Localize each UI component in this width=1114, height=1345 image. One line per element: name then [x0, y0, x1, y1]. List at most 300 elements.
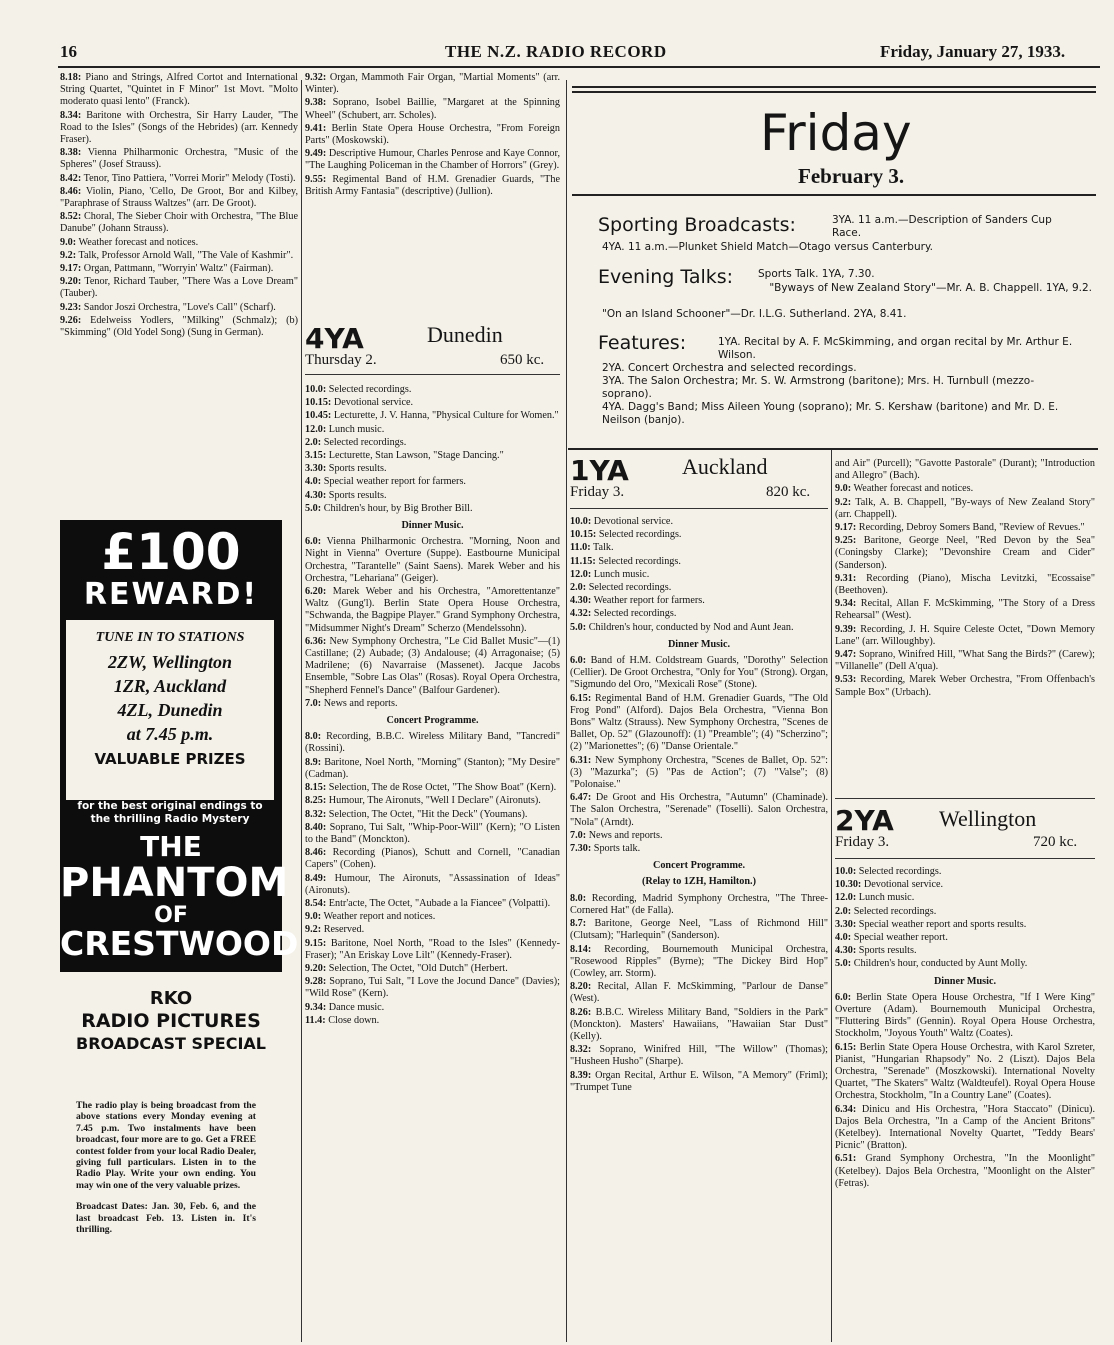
station-freq: 650 kc.	[500, 352, 545, 368]
schedule-entry	[835, 958, 1095, 970]
day-title: Friday	[760, 104, 912, 162]
entry-text: Close down.	[325, 1014, 380, 1026]
entry-text: Weather forecast and notices.	[76, 236, 199, 248]
rko-broadcast-special: BROADCAST SPECIAL	[76, 1034, 266, 1053]
ad-body	[76, 1100, 256, 1235]
entry-text: Humour, The Aironuts, "Well I Declare" (Aironuts).	[326, 795, 541, 807]
entry-text: Berlin State Opera House Orchestra, "If I Were King" Overture (Adam). Bournemouth Municipal Orchestra, "Fluttering Birds" (Gennin). Royal Opera House Orchestra, Stockholm, "Joyous Youth" Waltz (Coates).	[835, 991, 1095, 1040]
schedule-entry	[570, 1044, 828, 1068]
box-rule	[572, 194, 1096, 196]
schedule-entry	[835, 932, 1095, 944]
entry-time: 5.0:	[570, 621, 587, 633]
schedule-entry	[305, 586, 560, 635]
column-2-bottom	[305, 384, 560, 1028]
entry-time: 11.0:	[570, 542, 591, 554]
column-divider	[566, 80, 567, 1342]
entry-time: 8.39:	[570, 1069, 592, 1081]
schedule-entry	[305, 822, 560, 846]
publication-title: THE N.Z. RADIO RECORD	[445, 42, 667, 61]
column-1	[60, 72, 298, 340]
entry-time: 3.30:	[835, 918, 857, 930]
entry-time: 8.40:	[305, 821, 327, 833]
entry-text: Berlin State Opera House Orchestra, with Karol Szreter, Pianist, "Hungarian Rhapsody" No. 2 (Liszt). Dajos Bela Orchestra, "Serenade" (Moszkowski). International Novelty Quartet, "The Skaters" Waltz (Waldteufel). Royal Opera House Orchestra, Stockholm, "In a Country Lane" (Coates).	[835, 1041, 1095, 1102]
entry-text: Recording, Bournemouth Municipal Orchestra, "Rosewood Ripples" (Byrne); "The Dickey Bird Hop" (Cowley, arr. Storm).	[570, 943, 828, 979]
schedule-entry	[835, 945, 1095, 957]
schedule-entry	[570, 529, 828, 541]
schedule-entry	[60, 237, 298, 249]
station-call: 4YA	[305, 322, 364, 355]
station-call: 2YA	[835, 804, 894, 837]
schedule-entry	[835, 879, 1095, 891]
entry-time: 8.0:	[305, 731, 322, 743]
entry-time: 9.20:	[60, 276, 82, 288]
schedule-block	[835, 992, 1095, 1190]
box-rule	[572, 91, 1096, 93]
rko-logo: RKO	[149, 988, 193, 1009]
schedule-entry	[835, 497, 1095, 521]
entry-time: 8.52:	[60, 211, 82, 223]
station-rule	[570, 508, 828, 509]
entry-time: 4.0:	[835, 932, 852, 944]
entry-time: 9.49:	[305, 148, 327, 160]
page-number: 16	[60, 42, 77, 61]
entry-text: Selected recordings.	[596, 529, 682, 541]
schedule-entry	[570, 655, 828, 692]
entry-text: Special weather report for farmers.	[321, 476, 466, 488]
schedule-entry	[835, 458, 1095, 482]
day-date: February 3.	[798, 164, 905, 188]
ad-body-text: The radio play is being broadcast from the above stations every Monday evening at 7.45 p.m. Two instalments have been broadcast, four more are to go. Get a FREE contest folder from your local Radio Dealer, giving full particulars. Listen in to the Radio Play. Write your own ending. You may win one of the very valuable prizes.	[76, 1100, 256, 1191]
entry-text: Selection, The Octet, "Old Dutch" (Herbert.	[326, 962, 508, 974]
schedule-entry	[60, 110, 298, 147]
ad-rko-area	[60, 972, 282, 1088]
entry-time: 11.15:	[570, 555, 596, 567]
entry-text: Entr'acte, The Octet, "Aubade a la Fiancee" (Volpatti).	[326, 897, 551, 909]
entry-time: 10.30:	[835, 879, 862, 891]
column-divider	[301, 80, 302, 1342]
station-rule	[835, 858, 1095, 859]
schedule-block	[305, 536, 560, 710]
column-3	[570, 516, 828, 1095]
entry-text: Selected recordings.	[591, 608, 677, 620]
schedule-entry	[60, 302, 298, 314]
entry-time: 9.23:	[60, 301, 82, 313]
features-line: 1YA. Recital by A. F. McSkimming, and organ recital by Mr. Arthur E. Wilson.	[718, 336, 1073, 361]
features-label: Features:	[598, 332, 687, 354]
entry-text: Lecturette, J. V. Hanna, "Physical Culture for Women."	[331, 410, 559, 422]
schedule-entry	[305, 410, 560, 422]
entry-time: 8.42:	[60, 172, 82, 184]
schedule-entry	[305, 963, 560, 975]
schedule-entry	[305, 384, 560, 396]
ad-title-phantom: PHANTOM	[60, 860, 289, 906]
entry-time: 9.34:	[835, 598, 857, 610]
entry-time: 8.15:	[305, 782, 327, 794]
ad-dates: Broadcast Dates: Jan. 30, Feb. 6, and the last broadcast Feb. 13. Listen in. It's thrilling.	[76, 1201, 256, 1236]
entry-text: Sports results.	[326, 463, 387, 475]
entry-time: 6.15:	[835, 1041, 857, 1053]
entry-time: 6.15:	[570, 692, 592, 704]
issue-date: Friday, January 27, 1933.	[880, 42, 1066, 61]
entry-text: Soprano, Tui Salt, "I Love the Jocund Dance" (Davies); "Wild Rose" (Kern).	[305, 976, 560, 1000]
entry-time: 10.15:	[570, 529, 597, 541]
schedule-entry	[60, 211, 298, 235]
station-city: Auckland	[682, 454, 768, 479]
station-city: Wellington	[939, 806, 1037, 831]
entry-text: Humour, The Aironuts, "Assassination of Ideas" (Aironuts).	[305, 872, 560, 896]
schedule-entry	[570, 918, 828, 942]
schedule-entry	[835, 522, 1095, 534]
ad-tune-line: 4ZL, Dunedin	[117, 700, 223, 720]
entry-time: 12.0:	[835, 892, 857, 904]
schedule-entry	[305, 782, 560, 794]
entry-time: 10.15:	[305, 397, 332, 409]
schedule-entry	[305, 148, 560, 172]
entry-text: Devotional service.	[591, 516, 673, 527]
section-rule	[568, 448, 1098, 450]
schedule-entry	[835, 598, 1095, 622]
entry-time: 8.32:	[305, 808, 327, 820]
schedule-entry	[305, 757, 560, 781]
entry-time: 6.34:	[835, 1103, 857, 1115]
entry-text: Piano and Strings, Alfred Cortot and International String Quartet, "Quintet in F Minor" 1st Movt. "Molto moderato quasi lento" (Franck).	[60, 72, 298, 108]
entry-time: 6.20:	[305, 586, 327, 598]
schedule-entry	[305, 938, 560, 962]
schedule-entry	[60, 250, 298, 262]
schedule-entry	[835, 483, 1095, 495]
schedule-entry	[570, 792, 828, 829]
ad-tune-line: TUNE IN TO STATIONS	[95, 630, 245, 645]
relay-note: (Relay to 1ZH, Hamilton.)	[641, 876, 757, 888]
entry-text: Selected recordings.	[326, 384, 412, 395]
schedule-entry	[570, 608, 828, 620]
entry-text: News and reports.	[586, 829, 663, 841]
entry-time: 8.26:	[570, 1006, 592, 1018]
schedule-entry	[305, 424, 560, 436]
entry-time: 9.26:	[60, 314, 82, 326]
entry-time: 8.14:	[570, 943, 592, 955]
dinner-music-heading: Dinner Music.	[401, 520, 464, 532]
entry-time: 9.32:	[305, 72, 327, 83]
entry-time: 8.9:	[305, 756, 322, 768]
entry-text: Lecturette, Stan Lawson, "Stage Dancing."	[326, 450, 504, 462]
schedule-entry	[305, 636, 560, 697]
schedule-block	[570, 516, 828, 634]
schedule-entry	[305, 490, 560, 502]
station-day: Friday 3.	[835, 834, 890, 850]
column-divider	[831, 450, 832, 1342]
station-freq: 820 kc.	[766, 484, 811, 500]
entry-text: Soprano, Tui Salt, "Whip-Poor-Will" (Kern); "O Listen to the Band" (Monckton).	[305, 821, 560, 845]
schedule-entry	[60, 276, 298, 300]
schedule-entry	[305, 97, 560, 121]
schedule-entry	[570, 569, 828, 581]
schedule-entry	[570, 893, 828, 917]
entry-text: Recording, J. H. Squire Celeste Octet, "Down Memory Lane" (arr. Willoughby).	[835, 623, 1095, 647]
entry-text: Reserved.	[321, 924, 365, 936]
entry-time: 4.30:	[835, 945, 857, 957]
entry-text: Selected recordings.	[851, 905, 937, 917]
entry-text: Selected recordings.	[321, 436, 407, 448]
talks-line: Sports Talk. 1YA, 7.30.	[758, 268, 875, 280]
schedule-entry	[60, 147, 298, 171]
schedule-entry	[835, 649, 1095, 673]
schedule-entry	[60, 186, 298, 210]
entry-time: 8.54:	[305, 897, 327, 909]
entry-time: 12.0:	[570, 568, 592, 580]
schedule-entry	[570, 830, 828, 842]
entry-time: 8.20:	[570, 981, 592, 993]
entry-text: Lunch music.	[591, 568, 650, 580]
entry-time: 4.0:	[305, 476, 322, 488]
schedule-entry	[570, 542, 828, 554]
entry-text: De Groot and His Orchestra, "Autumn" (Chaminade). The Salon Orchestra, "Serenade" (Toselli). Salon Orchestra, "Nola" (Arndt).	[570, 792, 828, 828]
talks-label: Evening Talks:	[598, 266, 734, 288]
entry-time: 8.7:	[570, 918, 587, 930]
entry-time: 9.53:	[835, 674, 857, 686]
entry-time: 6.0:	[570, 655, 587, 667]
schedule-entry	[305, 450, 560, 462]
entry-time: 6.47:	[570, 792, 592, 804]
box-rule	[572, 86, 1096, 88]
schedule-entry	[305, 476, 560, 488]
entry-time: 2.0:	[835, 905, 852, 917]
schedule-entry	[60, 72, 298, 109]
entry-text: Recording (Pianos), Schutt and Cornell, "Canadian Capers" (Cohen).	[305, 847, 560, 871]
schedule-entry	[835, 906, 1095, 918]
entry-text: Marek Weber and his Orchestra, "Amorettentanze" Waltz (Gung'l). Berlin State Opera House Orchestra, "Schwanda, the Bagpipe Player." Grand Symphony Orchestra, "Midsummer Night's Dream" Scherzo (Mendelssohn).	[305, 586, 560, 634]
schedule-entry	[305, 503, 560, 515]
ad-prizes-sub: for the best original endings to the thrilling Radio Mystery	[77, 800, 263, 825]
station-header-4ya	[305, 322, 560, 382]
entry-text: Sports talk.	[591, 843, 641, 855]
talks-line: "On an Island Schooner"—Dr. I.L.G. Sutherland. 2YA, 8.41.	[602, 308, 907, 320]
entry-time: 9.28:	[305, 976, 327, 988]
sporting-label: Sporting Broadcasts:	[598, 214, 796, 236]
entry-text: Dinicu and His Orchestra, "Hora Staccato" (Dinicu). Dajos Bela Orchestra, "In a Camp of the Ancient Britons" (Ketelbey). International Novelty Quartet, "Teddy Bears' Picnic" (Bratton).	[835, 1103, 1095, 1152]
schedule-entry	[305, 976, 560, 1000]
entry-time: 9.38:	[305, 97, 327, 109]
entry-time: 11.4:	[305, 1014, 326, 1026]
entry-text: Lunch music.	[326, 423, 385, 435]
entry-text: Band of H.M. Coldstream Guards, "Dorothy" Selection (Cellier). De Groot Orchestra, "Only for You" (Strong). Organ, "Sigmundo del Oro, "Mexicali Rose" (Stone).	[570, 655, 828, 691]
schedule-entry	[570, 1070, 828, 1094]
entry-text: Baritone, Noel North, "Road to the Isles" (Kennedy-Fraser); "An Eriskay Love Lilt" (Kennedy-Fraser).	[305, 937, 560, 961]
features-line: 3YA. The Salon Orchestra; Mr. S. W. Armstrong (baritone); Mrs. H. Turnbull (mezzo-soprano).	[602, 375, 1035, 400]
station-header-2ya	[835, 798, 1095, 860]
schedule-entry	[305, 1002, 560, 1014]
entry-text: Selected recordings.	[586, 582, 672, 594]
entry-text: Recital, Allan F. McSkimming, "Parlour de Danse" (West).	[570, 981, 828, 1005]
entry-time: 7.0:	[305, 697, 322, 709]
phantom-of-crestwood-ad	[60, 520, 299, 1088]
entry-text: Soprano, Winifred Hill, "What Sang the Birds?" (Carew); "Villanelle" (Dell A'qua).	[835, 649, 1095, 673]
entry-text: Regimental Band of H.M. Grenadier Guards, "The Old Frog Pond" (Alford). Dajos Bela Orchestra, "Vienna Bon Bons" Waltz (Strauss). New Symphony Orchestra, "Scenes de Ballet, Op. 52" (Glazounoff): (1) "Preamble"; (4) "Scherzino"; (2) "Marionettes"; (6) "Danse Orientale."	[570, 692, 828, 753]
entry-text: Organ, Pattmann, "Worryin' Waltz" (Fairman).	[81, 263, 274, 275]
ad-reward: REWARD!	[83, 577, 259, 612]
schedule-entry	[305, 1015, 560, 1027]
entry-text: Vienna Philharmonic Orchestra. "Morning, Noon and Night in Vienna" Overture (Suppe). Eastbourne Municipal Orchestra, "Tarantelle" (Saint Saens). Marek Weber and his Orchestra, "Lehariana" (Geiger).	[305, 536, 560, 584]
entry-text: Children's hour, conducted by Aunt Molly.	[851, 958, 1028, 970]
station-header-1ya	[570, 454, 828, 514]
entry-text: Baritone, George Neel, "Lass of Richmond Hill" (Clutsam); "Harlequin" (Sanderson).	[570, 918, 828, 942]
schedule-entry	[835, 866, 1095, 878]
station-day: Thursday 2.	[305, 352, 377, 368]
entry-text: Tenor, Richard Tauber, "There Was a Love Dream" (Tauber).	[60, 276, 298, 300]
entry-time: 5.0:	[305, 502, 322, 514]
entry-text: Baritone with Orchestra, Sir Harry Lauder, "The Road to the Isles" (Songs of the Hebrides) (arr. Kennedy Fraser).	[60, 109, 298, 146]
entry-text: Recording (Piano), Mischa Levitzki, "Ecossaise" (Beethoven).	[835, 572, 1095, 597]
entry-time: 12.0:	[305, 423, 327, 435]
entry-time: 9.55:	[305, 173, 327, 185]
station-rule	[835, 798, 1095, 799]
entry-text: Violin, Piano, 'Cello, De Groot, Bor and Kilbey, "Paraphrase of Strauss Waltzes" (arr. De Groot).	[60, 185, 298, 210]
ad-tune-line: 1ZR, Auckland	[113, 676, 227, 696]
entry-text: Talk.	[590, 542, 614, 554]
schedule-block	[835, 866, 1095, 971]
entry-time: 6.31:	[570, 754, 592, 766]
entry-time: 8.34:	[60, 109, 82, 121]
entry-time: 6.0:	[305, 536, 322, 548]
dinner-music-heading: Dinner Music.	[667, 638, 731, 650]
station-city: Dunedin	[427, 322, 503, 347]
entry-time: 7.30:	[570, 843, 592, 855]
schedule-entry	[570, 843, 828, 855]
entry-time: 8.32:	[570, 1044, 592, 1056]
entry-text: Sandor Joszi Orchestra, "Love's Call" (Scharf).	[81, 301, 276, 313]
entry-text: Lunch music.	[856, 892, 915, 904]
schedule-entry	[570, 595, 828, 607]
features-line: 4YA. Dagg's Band; Miss Aileen Young (soprano); Mr. S. Kershaw (baritone) and Mr. D. E. Neilson (banjo).	[602, 401, 1059, 426]
entry-text: Selected recordings.	[595, 555, 681, 567]
entry-time: 9.34:	[305, 1001, 327, 1013]
entry-time: 8.0:	[570, 892, 587, 904]
schedule-entry	[305, 123, 560, 147]
ad-title-the: THE	[140, 830, 202, 863]
schedule-entry	[835, 674, 1095, 698]
column-4-bottom	[835, 866, 1095, 1191]
ad-tune-line: 2ZW, Wellington	[107, 652, 233, 672]
talks-line: "Byways of New Zealand Story"—Mr. A. B. Chappell. 1YA, 9.2.	[769, 282, 1092, 294]
entry-text: Choral, The Sieber Choir with Orchestra, "The Blue Danube" (Johann Strauss).	[60, 211, 298, 235]
schedule-entry	[570, 582, 828, 594]
schedule-entry	[305, 898, 560, 910]
schedule-block	[570, 655, 828, 855]
entry-text: Weather report and notices.	[321, 911, 436, 923]
entry-text: Weather report for farmers.	[591, 595, 705, 607]
entry-text: Children's hour, by Big Brother Bill.	[321, 502, 473, 514]
schedule-entry	[305, 731, 560, 755]
column-2-top	[305, 72, 560, 199]
entry-text: Selected recordings.	[856, 866, 942, 877]
entry-time: 9.2:	[305, 924, 322, 936]
entry-time: 8.38:	[60, 147, 82, 159]
entry-time: 9.0:	[305, 911, 322, 923]
entry-text: Devotional service.	[331, 397, 414, 409]
entry-time: 3.15:	[305, 450, 327, 462]
schedule-entry	[570, 556, 828, 568]
entry-text: Talk, A. B. Chappell, "By-ways of New Zealand Story" (arr. Chappell).	[835, 496, 1095, 520]
entry-time: 10.45:	[305, 410, 332, 422]
entry-text: Sports results.	[856, 945, 917, 957]
entry-text: Recording, Debroy Somers Band, "Review of Revues."	[856, 522, 1085, 534]
entry-time: 9.31:	[835, 572, 857, 584]
entry-text: Sports results.	[326, 489, 387, 501]
schedule-entry	[570, 516, 828, 528]
entry-text: Devotional service.	[861, 879, 944, 891]
entry-text: Recording, Madrid Symphony Orchestra, "The Three-Cornered Hat" (de Falla).	[570, 892, 828, 916]
schedule-entry	[835, 1104, 1095, 1153]
entry-time: 9.2:	[835, 496, 852, 508]
entry-time: 10.0:	[305, 384, 327, 395]
ad-title-of: OF	[154, 903, 188, 928]
entry-time: 6.0:	[835, 991, 852, 1003]
schedule-entry	[835, 992, 1095, 1041]
entry-time: 8.46:	[60, 185, 82, 197]
schedule-entry	[835, 1042, 1095, 1103]
entry-time: 7.0:	[570, 829, 587, 841]
entry-time: 9.41:	[305, 122, 327, 134]
entry-time: 9.0:	[60, 236, 77, 248]
entry-time: 9.20:	[305, 962, 327, 974]
ad-tune-box	[66, 620, 274, 800]
schedule-entry	[835, 573, 1095, 597]
schedule-entry	[305, 72, 560, 96]
entry-time: 9.0:	[835, 483, 852, 495]
schedule-entry	[835, 892, 1095, 904]
schedule-entry	[570, 693, 828, 754]
ad-prizes: VALUABLE PRIZES	[94, 750, 246, 768]
schedule-entry	[835, 535, 1095, 572]
entry-time: 8.18:	[60, 72, 82, 83]
entry-text: Dance music.	[326, 1001, 385, 1013]
entry-text: Organ, Mammoth Fair Organ, "Martial Moments" (arr. Winter).	[305, 72, 560, 96]
entry-text: New Symphony Orchestra, "Le Cid Ballet Music"—(1) Castillane; (2) Aubade; (3) Andalouse; (4) Arragonaise; (5) Madrilene; (6) Navarraise (Massenet). Jacque Jacobs Ensemble, "Sobre Las Olas" (Rosas). Royal Opera Orchestra, "Shepherd Fennel's Dance" (Balfour Gardener).	[305, 635, 560, 696]
entry-time: 8.46:	[305, 847, 327, 859]
dinner-music-heading: Dinner Music.	[933, 975, 997, 987]
entry-text: Weather forecast and notices.	[851, 483, 974, 495]
schedule-entry	[570, 1007, 828, 1044]
schedule-entry	[305, 174, 560, 198]
sporting-line: 3YA. 11 a.m.—Description of Sanders Cup Race.	[832, 214, 1052, 239]
schedule-entry	[570, 622, 828, 634]
rko-radio-pictures: RADIO PICTURES	[81, 1010, 261, 1032]
schedule-entry	[305, 809, 560, 821]
entry-time: 9.17:	[60, 263, 82, 275]
entry-time: 2.0:	[570, 582, 587, 594]
station-rule	[305, 374, 560, 375]
ad-tune-line: at 7.45 p.m.	[126, 724, 214, 744]
schedule-block	[305, 384, 560, 515]
entry-time: 9.47:	[835, 649, 857, 661]
sporting-line: 4YA. 11 a.m.—Plunket Shield Match—Otago versus Canterbury.	[602, 241, 933, 253]
entry-time: 9.2:	[60, 249, 77, 261]
schedule-entry	[305, 698, 560, 710]
schedule-entry	[305, 873, 560, 897]
station-day: Friday 3.	[570, 484, 625, 500]
entry-text: Organ Recital, Arthur E. Wilson, "A Memory" (Friml); "Trumpet Tune	[570, 1069, 828, 1093]
entry-text: B.B.C. Wireless Military Band, "Soldiers in the Park" (Monckton). Masters' Hawaiians, "Hawaiian Star Dust" (Kelly).	[570, 1006, 828, 1042]
schedule-entry	[60, 173, 298, 185]
entry-text: Baritone, George Neel, "Red Devon by the Sea" (Coningsby Clarke); "Devonshire Cream and Cider" (Sanderson).	[835, 535, 1095, 571]
entry-time: 4.32:	[570, 608, 592, 620]
entry-text: Soprano, Winifred Hill, "The Willow" (Thomas); "Husheen Husho" (Sharpe).	[570, 1044, 828, 1068]
concert-programme-heading: Concert Programme.	[386, 715, 479, 727]
header-rule	[58, 66, 1100, 68]
column-4-top	[835, 458, 1095, 700]
ad-amount: £100	[101, 523, 241, 581]
schedule-entry	[305, 437, 560, 449]
